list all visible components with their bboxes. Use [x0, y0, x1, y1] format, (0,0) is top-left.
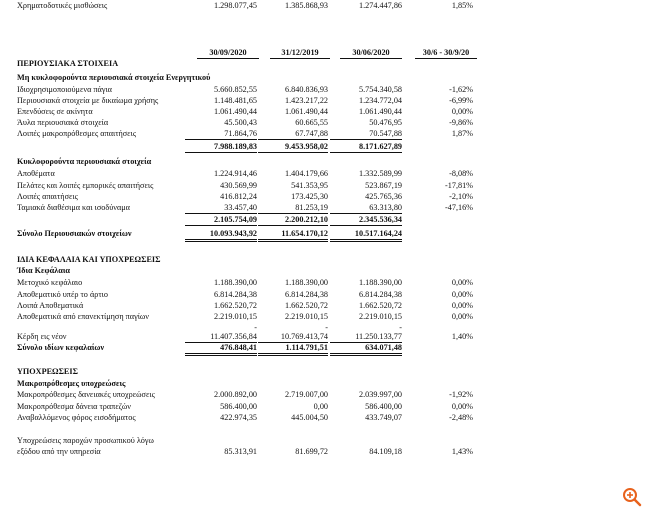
table-row: [0, 311, 650, 322]
table-row: [0, 84, 650, 95]
value-cell: 5.754.340,58: [359, 85, 402, 94]
row-label: Περιουσιακά στοιχεία με δικαίωμα χρήσης: [17, 96, 159, 105]
value-cell: 6.840.836,93: [285, 85, 328, 94]
row-label: Άυλα περιουσιακά στοιχεία: [17, 118, 109, 127]
section-heading: [0, 72, 650, 83]
value-cell: 1.148.481,65: [214, 96, 257, 105]
row-label: ΙΔΙΑ ΚΕΦΑΛΑΙΑ ΚΑΙ ΥΠΟΧΡΕΩΣΕΙΣ: [17, 255, 161, 264]
change-cell: 1,87%: [451, 129, 473, 138]
table-row: [0, 168, 650, 179]
value-cell: 6.814.284,38: [359, 290, 402, 299]
row-label: Σύνολο Περιουσιακών στοιχείων: [17, 229, 132, 238]
change-cell: -2,10%: [449, 192, 473, 201]
value-cell: 2.719.007,00: [285, 390, 328, 399]
table-row: [0, 180, 650, 191]
row-label: Μακροπρόθεσμες δανειακές υποχρεώσεις: [17, 390, 155, 399]
row-label: Ιδιοχρησιμοποιούμενα πάγια: [17, 85, 112, 94]
table-row: [0, 202, 650, 213]
change-cell: -9,86%: [449, 118, 473, 127]
table-row: [0, 141, 650, 152]
value-cell: 81.699,72: [295, 447, 328, 456]
table-row: [0, 106, 650, 117]
change-cell: -17,81%: [445, 181, 473, 190]
value-cell: -: [399, 323, 402, 332]
change-cell: -1,62%: [449, 85, 473, 94]
value-cell: 1.114.791,51: [258, 342, 328, 356]
change-cell: -6,99%: [449, 96, 473, 105]
value-cell: 33.457,40: [185, 202, 257, 214]
table-row: [0, 412, 650, 423]
value-cell: 586.400,00: [220, 402, 257, 411]
value-cell: 2.219.010,15: [359, 312, 402, 321]
table-row: [0, 117, 650, 128]
value-cell: 6.814.284,38: [214, 290, 257, 299]
row-label: Λοιπές απαιτήσεις: [17, 192, 78, 201]
value-cell: 1.385.868,93: [285, 1, 328, 10]
value-cell: 1.274.447,86: [359, 1, 402, 10]
value-cell: 425.765,36: [365, 192, 402, 201]
section-heading: [0, 254, 650, 265]
value-cell: 8.171.627,89: [330, 141, 402, 153]
value-cell: 1.188.390,00: [285, 278, 328, 287]
section-heading: [0, 58, 650, 69]
section-heading: [0, 156, 650, 167]
value-cell: 1.662.520,72: [359, 301, 402, 310]
change-cell: -2,48%: [449, 413, 473, 422]
table-row: [0, 214, 650, 225]
row-label: Χρηματοδοτικές μισθώσεις: [17, 0, 108, 10]
value-cell: 10.517.164,24: [330, 228, 402, 242]
table-row: [0, 277, 650, 288]
table-row: [0, 300, 650, 311]
change-cell: 0,00%: [451, 107, 473, 116]
row-label: Αποθεματικά από επανεκτίμηση παγίων: [17, 312, 149, 321]
value-cell: 60.665,55: [295, 118, 328, 127]
value-cell: 2.105.754,09: [185, 214, 257, 226]
section-heading: [0, 265, 650, 276]
value-cell: 11.407.356,84: [185, 331, 257, 343]
value-cell: 2.200.212,10: [258, 214, 328, 226]
change-cell: 1,43%: [451, 447, 473, 456]
row-label: Αποθέματα: [17, 169, 55, 178]
zoom-in-icon: [621, 486, 643, 508]
section-heading: [0, 366, 650, 377]
value-cell: 11.250.133,77: [330, 331, 402, 343]
value-cell: 430.569,99: [220, 181, 257, 190]
row-label: Επενδύσεις σε ακίνητα: [17, 107, 93, 116]
value-cell: 1.298.077,45: [214, 1, 257, 10]
row-label: ΥΠΟΧΡΕΩΣΕΙΣ: [17, 367, 78, 376]
column-header: 31/12/2019: [281, 48, 319, 57]
value-cell: 63.313,80: [330, 202, 402, 214]
row-label: Υποχρεώσεις παροχών προσωπικού λόγω εξόδου από την υπηρεσία: [17, 436, 154, 456]
value-cell: 2.000.892,00: [214, 390, 257, 399]
row-label: Μη κυκλοφορούντα περιουσιακά στοιχεία Ενεργητικού: [17, 73, 211, 82]
value-cell: 422.974,35: [220, 413, 257, 422]
value-cell: -: [254, 323, 257, 332]
value-cell: 1.061.490,44: [214, 107, 257, 116]
value-cell: 6.814.284,38: [285, 290, 328, 299]
row-label: Αναβαλλόμενος φόρος εισοδήματος: [17, 413, 136, 422]
table-row: [0, 228, 650, 239]
zoom-button[interactable]: [619, 484, 645, 510]
row-label: Κυκλοφορούντα περιουσιακά στοιχεία: [17, 157, 152, 166]
row-label: Μακροπρόθεσμα δάνεια τραπεζών: [17, 402, 131, 411]
value-cell: 9.453.958,02: [258, 141, 328, 153]
table-row: [0, 95, 650, 106]
value-cell: 1.188.390,00: [214, 278, 257, 287]
value-cell: 2.345.536,34: [330, 214, 402, 226]
value-cell: 2.219.010,15: [285, 312, 328, 321]
row-label: Πελάτες και λοιπές εμπορικές απαιτήσεις: [17, 181, 154, 190]
value-cell: 81.253,19: [258, 202, 328, 214]
row-label: Λοιπές μακροπρόθεσμες απαιτήσεις: [17, 129, 137, 138]
value-cell: 0,00: [313, 402, 328, 411]
value-cell: 67.747,88: [258, 128, 328, 140]
value-cell: 70.547,88: [330, 128, 402, 140]
row-label: Ταμιακά διαθέσιμα και ισοδύναμα: [17, 203, 130, 212]
section-heading: [0, 378, 650, 389]
change-cell: -47,16%: [445, 203, 473, 212]
table-row: [0, 331, 650, 342]
row-label: Αποθεματικό υπέρ το άρτιο: [17, 290, 108, 299]
value-cell: 476.848,41: [185, 342, 257, 356]
change-cell: -8,08%: [449, 169, 473, 178]
value-cell: 1.423.217,22: [285, 96, 328, 105]
value-cell: 85.313,91: [224, 447, 257, 456]
value-cell: 2.219.010,15: [214, 312, 257, 321]
column-header: 30/6 - 30/9/20: [422, 48, 470, 57]
column-header: 30/09/2020: [209, 48, 247, 57]
value-cell: 586.400,00: [365, 402, 402, 411]
row-label: Ίδια Κεφάλαια: [17, 266, 70, 275]
value-cell: 2.039.997,00: [359, 390, 402, 399]
table-row: [0, 128, 650, 139]
value-cell: 416.812,24: [220, 192, 257, 201]
value-cell: 634.071,48: [330, 342, 402, 356]
value-cell: 1.662.520,72: [285, 301, 328, 310]
row-label: Λοιπά Αποθεματικά: [17, 301, 84, 310]
value-cell: 84.109,18: [369, 447, 402, 456]
value-cell: 10.093.943,92: [185, 228, 257, 242]
value-cell: 71.864,76: [185, 128, 257, 140]
value-cell: 1.332.589,99: [359, 169, 402, 178]
table-row: [0, 436, 650, 457]
value-cell: 1.061.490,44: [359, 107, 402, 116]
value-cell: 1.061.490,44: [285, 107, 328, 116]
row-label: ΠΕΡΙΟΥΣΙΑΚΑ ΣΤΟΙΧΕΙΑ: [17, 59, 119, 68]
change-cell: 0,00%: [451, 278, 473, 287]
value-cell: 1.234.772,04: [359, 96, 402, 105]
value-cell: 11.654.170,12: [258, 228, 328, 242]
table-row: [0, 389, 650, 400]
value-cell: 173.425,30: [291, 192, 328, 201]
value-cell: 5.660.852,55: [214, 85, 257, 94]
table-row: [0, 0, 650, 11]
value-cell: 433.749,07: [365, 413, 402, 422]
value-cell: 445.004,50: [291, 413, 328, 422]
row-label: Σύνολο ιδίων κεφαλαίων: [17, 343, 105, 352]
row-label: Κέρδη εις νέον: [17, 332, 67, 341]
value-cell: 541.353,95: [291, 181, 328, 190]
value-cell: 1.224.914,46: [214, 169, 257, 178]
table-row: [0, 401, 650, 412]
row-label: Μακροπρόθεσμες υποχρεώσεις: [17, 379, 126, 388]
value-cell: 45.500,43: [224, 118, 257, 127]
value-cell: 10.769.413,74: [258, 331, 328, 343]
table-row: [0, 289, 650, 300]
change-cell: -1,92%: [449, 390, 473, 399]
value-cell: 50.476,95: [369, 118, 402, 127]
column-header: 30/06/2020: [352, 48, 390, 57]
table-row: [0, 342, 650, 353]
value-cell: 1.662.520,72: [214, 301, 257, 310]
change-cell: 1,85%: [451, 1, 473, 10]
change-cell: 0,00%: [451, 301, 473, 310]
table-row: [0, 191, 650, 202]
change-cell: 1,40%: [451, 332, 473, 341]
change-cell: 0,00%: [451, 290, 473, 299]
change-cell: 0,00%: [451, 312, 473, 321]
value-cell: -: [325, 323, 328, 332]
value-cell: 1.404.179,66: [285, 169, 328, 178]
row-label: Μετοχικό κεφάλαιο: [17, 278, 83, 287]
value-cell: 523.867,19: [365, 181, 402, 190]
value-cell: 1.188.390,00: [359, 278, 402, 287]
change-cell: 0,00%: [451, 402, 473, 411]
value-cell: 7.988.189,83: [185, 141, 257, 153]
